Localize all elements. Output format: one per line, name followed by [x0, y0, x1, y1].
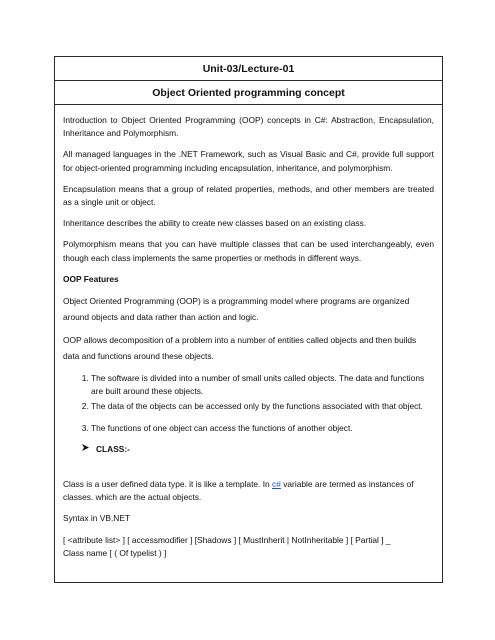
polymorphism-paragraph: Polymorphism means that you can have multiple classes that can be used interchangeably, even though each class implements the same properties or methods in different ways.	[63, 239, 434, 263]
class-def-text-after: variable are termed as instances of classes. which are the actual objects.	[63, 479, 414, 503]
page-title: Object Oriented programming concept	[55, 81, 442, 105]
list-item: 1. The software is divided into a number of small units called objects. The data and functions are built around these objects.	[91, 372, 434, 398]
list-item: 3. The functions of one object can access the functions of another object.	[91, 422, 434, 435]
syntax-label: Syntax in VB.NET	[63, 513, 131, 524]
class-definition-paragraph	[63, 478, 434, 504]
unit-heading: Unit-03/Lecture-01	[55, 57, 442, 81]
oop-model-paragraph: Object Oriented Programming (OOP) is a programming model where programs are organized around objects and data rather than action and logic.	[63, 296, 410, 322]
class-heading-label: CLASS:-	[96, 443, 130, 454]
lecture-content	[55, 105, 442, 560]
syntax-block	[63, 534, 434, 560]
lecture-frame	[54, 56, 443, 583]
intro-paragraph: Introduction to Object Oriented Programming (OOP) concepts in C#: Abstraction, Encapsulation, Inheritance and Polymorphism.	[63, 115, 434, 139]
features-list	[63, 372, 434, 435]
oop-decomposition-paragraph: OOP allows decomposition of a problem into a number of entities called objects and then builds data and functions around these objects.	[63, 335, 417, 361]
list-item: 2. The data of the objects can be accessed only by the functions associated with that object.	[91, 400, 434, 413]
encapsulation-paragraph: Encapsulation means that a group of related properties, methods, and other members are treated as a single unit or object.	[63, 183, 434, 208]
managed-languages-paragraph: All managed languages in the .NET Framework, such as Visual Basic and C#, provide full support for object-oriented programming including encapsulation, inheritance, and polymorphism.	[63, 149, 434, 173]
inheritance-paragraph: Inheritance describes the ability to create new classes based on an existing class.	[63, 218, 367, 229]
oop-features-heading: OOP Features	[63, 273, 119, 284]
class-def-text-before: Class is a user defined data type. it is like a template. In	[63, 479, 273, 490]
class-heading	[81, 443, 434, 456]
arrow-bullet-icon	[81, 443, 90, 456]
csharp-link[interactable]: c#	[272, 479, 281, 490]
syntax-line: [ <attribute list> ] [ accessmodifier ] [Shadows ] [ MustInherit | NotInheritable ] [ Partial ] _	[63, 534, 391, 545]
syntax-line: Class name [ ( Of typelist ) ]	[63, 547, 167, 558]
